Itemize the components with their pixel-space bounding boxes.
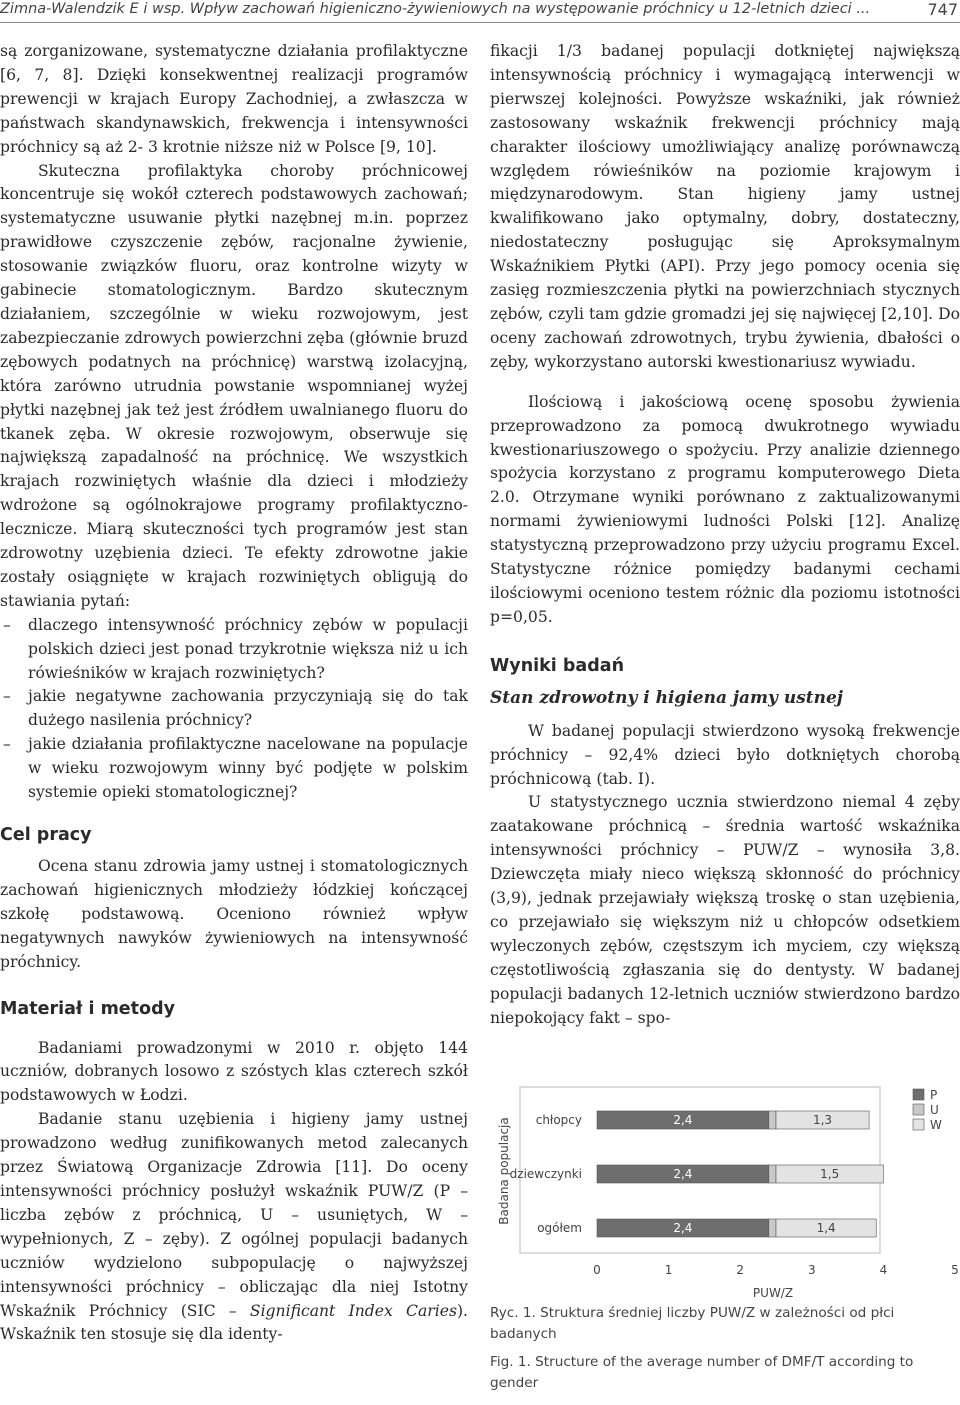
methods-paragraph-1: Badaniami prowadzonymi w 2010 r. objęto 144 uczniów, dobranych losowo z szóstych klas czterech szkół podstawowych w Łodzi. (0, 1038, 468, 1105)
bar-segment-u (769, 1111, 776, 1129)
y-axis-title: Badana populacja (497, 1117, 511, 1225)
x-tick-label: 1 (664, 1263, 673, 1277)
chart-svg (490, 1083, 960, 1303)
category-label: ogółem (537, 1221, 582, 1235)
methods-text: Badanie stanu uzębienia i higieny jamy ustnej prowadzono według zunifikowanych metod zalecanych przez Światową Organizacje Zdrowia [11]. Do oceny intensywności próchnicy posłużył wskaźnik PUW/Z (P – liczba zębów z próchnicą, U – usuniętych, W – wypełnionych, Z – zęby). Z ogólnej populacji badanych uczniów wydzielono subpopulację o najwyższej intensywności próchnicy – obliczając dla niej Istotny Wskaźnik Próchnicy (SIC – (0, 1110, 468, 1320)
aim-paragraph: Ocena stanu zdrowia jamy ustnej i stomatologicznych zachowań higienicznych młodzieży łódzkiej kończącej szkołę podstawową. Oceniono również wpływ negatywnych nawyków żywieniowych na intensywność próchnicy. (0, 857, 468, 971)
data-label: 1,4 (816, 1221, 836, 1235)
legend-swatch (913, 1104, 924, 1115)
data-label: 1,3 (812, 1113, 833, 1127)
category-label: chłopcy (535, 1113, 582, 1127)
x-axis-title: PUW/Z (752, 1286, 794, 1300)
results-paragraph-2: U statystycznego ucznia stwierdzono niemal 4 zęby zaatakowane próchnicą – średnia wartość wskaźnika intensywności próchnicy – PUW/Z – wynosiła 3,8. Dziewczęta miały nieco większą skłonność do próchnicy (3,9), jednak przejawiały większą troskę o stan uzębienia, co przejawiało się większym niż u chłopców odsetkiem wyleczonych zębów, częstszym ich myciem, czy większą częstotliwością zgłaszania się do dentysty. W badanej populacji badanych 12-letnich uczniów stwierdzono bardzo niepokojący fakt – spo- (490, 793, 960, 1027)
question-list (0, 614, 468, 805)
dmft-chart (490, 1083, 960, 1303)
x-tick-label: 4 (879, 1263, 888, 1277)
figure-caption-pl: Ryc. 1. Struktura średniej liczby PUW/Z w zależności od płci badanych (490, 1305, 895, 1342)
legend-swatch (913, 1089, 924, 1100)
x-tick-label: 2 (736, 1263, 745, 1277)
running-header (0, 0, 960, 23)
legend-label: W (930, 1118, 942, 1132)
indicators-paragraph: fikacji 1/3 badanej populacji dotkniętej największą intensywnością próchnicy i wymagającą interwencji w pierwszej kolejności. Powyższe wskaźniki, jak również zastosowany wskaźnik frekwencji próchnicy mają charakter ilościowy umożliwiający analizę porównawczą względem rówieśników na poziomie krajowym i międzynarodowym. Stan higieny jamy ustnej kwalifikowano jako optymalny, dobry, dostateczny, niedostateczny posługując się Aproksymalnym Wskaźnikiem Płytki (API). Przy jego pomocy ocenia się zasięg rozmieszczenia płytki na powierzchniach stycznych zębów, czyli tam gdzie gromadzi jej się najwięcej [2,10]. Do oceny zachowań zdrowotnych, trybu żywienia, dbałości o zęby, wykorzystano autorski kwestionariusz wywiadu. (490, 42, 960, 371)
x-tick-label: 5 (951, 1263, 959, 1277)
running-title: Zimna-Walendzik E i wsp. Wpływ zachowań higieniczno-żywieniowych na występowanie próchnicy u 12-letnich dzieci ... (0, 1, 871, 17)
diet-paragraph: Ilościową i jakościową ocenę sposobu żywienia przeprowadzono za pomocą dwukrotnego wywiadu kwestionariuszowego o spożyciu. Przy analizie dziennego spożycia korzystano z programu komputerowego Dieta 2.0. Otrzymane wyniki porównano z zaktualizowanymi normami żywieniowymi ludności Polski [12]. Analizę statystyczną przeprowadzono przy użyciu programu Excel. Statystyczne różnice pomiędzy badanymi cechami ilościowymi oceniono testem różnic dla poziomu istotności p=0,05. (490, 392, 960, 626)
data-label: 1,5 (820, 1167, 840, 1181)
methods-paragraph-2 (0, 1108, 468, 1347)
question-item: – dlaczego intensywność próchnicy zębów w populacji polskich dzieci jest ponad trzykrotnie większa niż u ich rówieśników w krajach rozwiniętych? (0, 614, 468, 686)
x-tick-label: 0 (593, 1263, 601, 1277)
bar-segment-u (769, 1219, 776, 1237)
section-heading-results: Wyniki badań (490, 655, 625, 676)
legend-swatch (913, 1119, 924, 1130)
question-item: – jakie negatywne zachowania przyczyniają się do tak dużego nasilenia próchnicy? (0, 685, 468, 733)
methods-italic-term: Significant Index Caries (249, 1301, 457, 1320)
intro-paragraph: są zorganizowane, systematyczne działania profilaktyczne [6, 7, 8]. Dzięki konsekwentnej realizacji programów prewencji w krajach Europy Zachodniej, a zwłaszcza w państwach skandynawskich, frekwencja i intensywności próchnicy są aż 2- 3 krotnie niższe niż w Polsce [9, 10]. (0, 42, 468, 156)
data-label: 2,4 (673, 1221, 693, 1235)
methods-text-end: ). Wskaźnik ten stosuje się dla identy- (0, 1301, 469, 1344)
results-paragraph-1: W badanej populacji stwierdzono wysoką frekwencje próchnicy – 92,4% dzieci było dotkniętych chorobą próchnicową (tab. I). (490, 721, 960, 788)
section-heading-aim: Cel pracy (0, 825, 92, 845)
x-tick-label: 3 (807, 1263, 816, 1277)
data-label: 2,4 (673, 1113, 693, 1127)
page-number: 747 (927, 0, 958, 19)
data-label: 2,4 (673, 1167, 693, 1181)
left-column (0, 40, 468, 1347)
legend-label: P (930, 1088, 938, 1102)
bar-segment-u (769, 1165, 776, 1183)
category-label: dziewczynki (509, 1167, 582, 1181)
legend-label: U (930, 1103, 939, 1117)
right-column (490, 40, 960, 1031)
question-item: – jakie działania profilaktyczne nacelowane na populacje w wieku rozwojowym winny być podjęte w polskim systemie opieki stomatologicznej? (0, 733, 468, 805)
figure-caption-en: Fig. 1. Structure of the average number of DMF/T according to gender (490, 1354, 914, 1391)
prophylaxis-paragraph: Skuteczna profilaktyka choroby próchnicowej koncentruje się wokół czterech podstawowych zachowań; systematyczne usuwanie płytki nazębnej m.in. poprzez prawidłowe czyszczenie zębów, racjonalne żywienie, stosowanie związków fluoru, oraz kontrolne wizyty w gabinecie stomatologicznym. Bardzo skutecznym działaniem, szczególnie w wieku rozwojowym, jest zabezpieczanie zdrowych powierzchni zęba (głównie bruzd zębowych podatnych na próchnicę) warstwą izolacyjną, która zarówno utrudnia powstanie wspomnianej wyżej płytki nazębnej jak też jest źródłem uwalnianego fluoru do tkanek zęba. W okresie rozwojowym, obserwuje się największą zapadalność na próchnicę. We wszystkich krajach rozwiniętych właśnie dla dzieci i młodzieży wdrożone są ogólnokrajowe programy profilaktyczno-lecznicze. Miarą skuteczności tych programów jest stan zdrowotny uzębienia dzieci. Te efekty zdrowotne jakie zostały osiągnięte w krajach rozwiniętych obligują do stawiania pytań: (0, 161, 468, 610)
section-heading-methods: Materiał i metody (0, 998, 175, 1019)
subsection-heading: Stan zdrowotny i higiena jamy ustnej (490, 687, 843, 708)
